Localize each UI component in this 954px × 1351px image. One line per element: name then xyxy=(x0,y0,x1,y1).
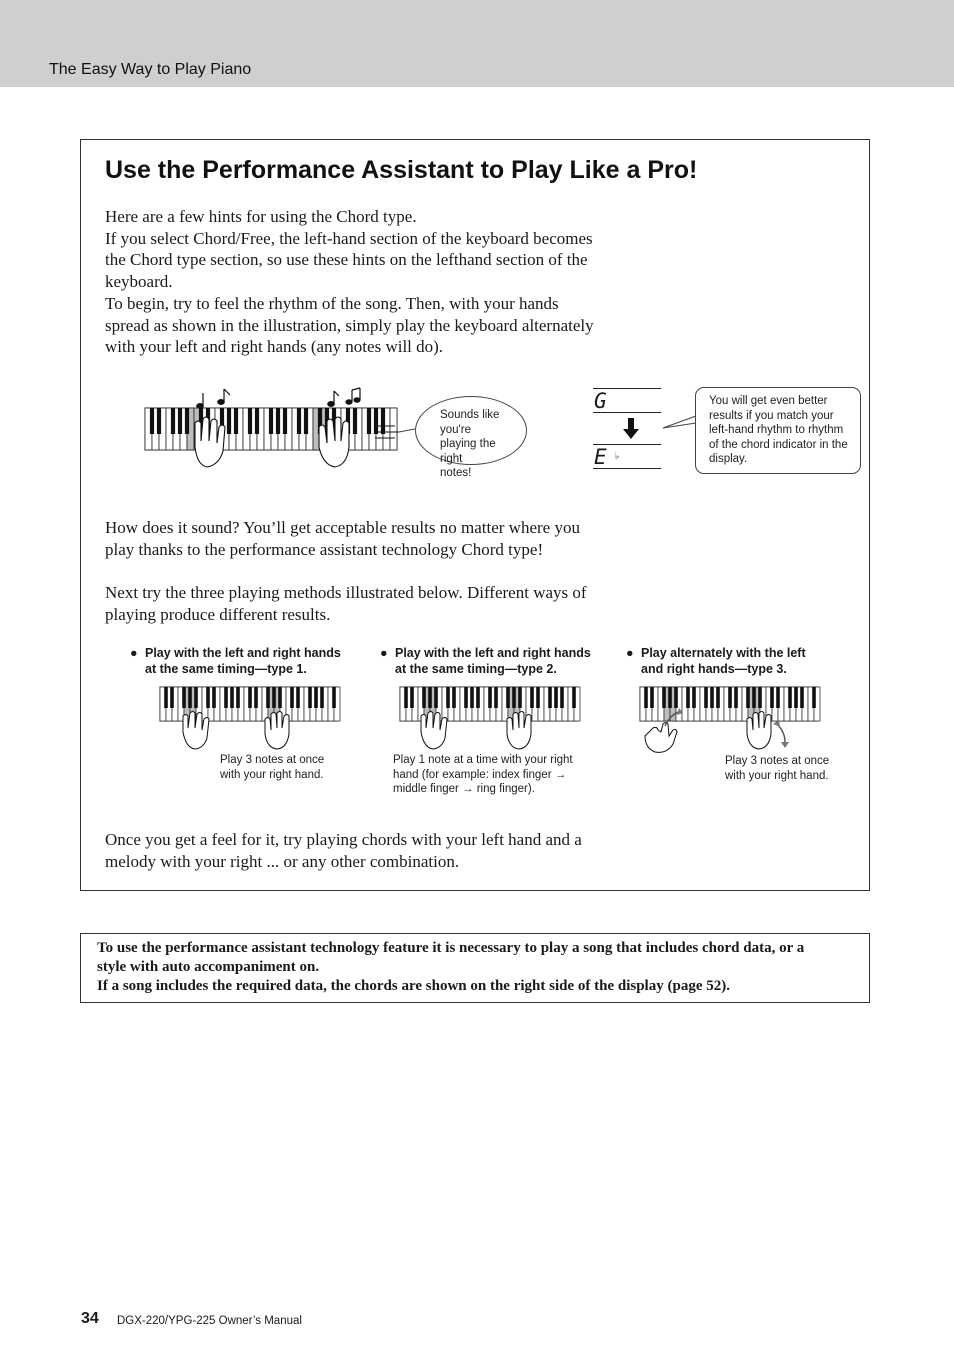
heading-line: Play with the left and right hands xyxy=(395,646,591,660)
black-key xyxy=(788,687,792,708)
black-key xyxy=(548,687,552,708)
note-box xyxy=(80,933,870,1003)
heading-line: Play alternately with the left xyxy=(641,646,806,660)
black-key xyxy=(276,408,280,434)
black-key xyxy=(272,687,276,708)
black-key xyxy=(446,687,450,708)
keyboard-illustration xyxy=(143,385,403,475)
intro-line: To begin, try to feel the rhythm of the song. Then, with your hands xyxy=(105,293,559,313)
black-key xyxy=(374,408,378,434)
page-title: Use the Performance Assistant to Play Like a Pro! xyxy=(105,156,698,184)
chord-display-top xyxy=(593,388,661,413)
method-caption-type3 xyxy=(725,754,829,783)
black-key xyxy=(188,687,192,708)
heading-line: Play with the left and right hands xyxy=(145,646,341,660)
black-key xyxy=(254,687,258,708)
black-key xyxy=(812,687,816,708)
black-key xyxy=(506,687,510,708)
black-key xyxy=(269,408,273,434)
black-key xyxy=(283,408,287,434)
method-caption-type1 xyxy=(220,753,324,782)
black-key xyxy=(206,687,210,708)
how-paragraph xyxy=(105,517,645,560)
method-heading-type3 xyxy=(626,645,806,677)
black-key xyxy=(381,408,385,434)
black-key xyxy=(255,408,259,434)
black-key xyxy=(227,408,231,434)
bubble-line: display. xyxy=(709,453,748,465)
black-key xyxy=(212,687,216,708)
black-key xyxy=(536,687,540,708)
black-key xyxy=(410,687,414,708)
section-title: The Easy Way to Play Piano xyxy=(49,61,252,78)
black-key xyxy=(662,687,666,708)
black-key xyxy=(367,408,371,434)
closing-line: Once you get a feel for it, try playing chords with your left hand and a xyxy=(105,830,582,849)
note-line: To use the performance assistant technology feature it is necessary to play a song that includes chord data, or a xyxy=(97,940,805,956)
black-key xyxy=(297,408,301,434)
bounce-arrow-right-icon xyxy=(773,720,789,748)
black-key xyxy=(171,408,175,434)
heading-line: and right hands—type 3. xyxy=(641,662,787,676)
black-key xyxy=(164,687,168,708)
black-key xyxy=(704,687,708,708)
black-key xyxy=(794,687,798,708)
black-key xyxy=(674,687,678,708)
next-line: playing produce different results. xyxy=(105,604,331,624)
note-line: style with auto accompaniment on. xyxy=(97,959,320,975)
keyboard-type3 xyxy=(639,686,821,758)
intro-line: spread as shown in the illustration, simply play the keyboard alternately xyxy=(105,315,594,335)
black-key xyxy=(234,408,238,434)
bubble-line: results if you match your xyxy=(709,409,834,422)
caption-line: Play 3 notes at once xyxy=(220,754,325,766)
black-key xyxy=(554,687,558,708)
keyboard-type1 xyxy=(159,686,341,754)
method-heading-type2 xyxy=(380,645,591,677)
black-key xyxy=(332,687,336,708)
bubble-line: of the chord indicator in the xyxy=(709,438,848,451)
caption-line: with your right hand. xyxy=(725,769,829,782)
black-key xyxy=(434,687,438,708)
black-key xyxy=(746,687,750,708)
closing-paragraph xyxy=(105,829,645,872)
black-key xyxy=(650,687,654,708)
bubble-line: You will get even better xyxy=(709,395,828,407)
black-key xyxy=(248,687,252,708)
black-key xyxy=(428,687,432,708)
black-key xyxy=(185,408,189,434)
chord-display-bottom xyxy=(593,444,661,469)
black-key xyxy=(230,687,234,708)
bubble-line: left-hand rhythm to rhythm xyxy=(709,424,844,436)
page-number: 34 xyxy=(81,1310,99,1327)
black-key xyxy=(800,687,804,708)
intro-line: Here are a few hints for using the Chord type. xyxy=(105,207,417,226)
black-key xyxy=(470,687,474,708)
black-key xyxy=(494,687,498,708)
black-key xyxy=(224,687,228,708)
black-key xyxy=(560,687,564,708)
caption-line: hand (for example: index finger → xyxy=(393,768,567,781)
bullet-icon: ● xyxy=(626,646,634,660)
black-key xyxy=(194,687,198,708)
black-key xyxy=(182,687,186,708)
black-key xyxy=(512,687,516,708)
performance-assistant-box xyxy=(80,139,870,891)
black-key xyxy=(644,687,648,708)
caption-line: with your right hand. xyxy=(220,768,324,781)
black-key xyxy=(734,687,738,708)
black-key xyxy=(304,408,308,434)
black-key xyxy=(572,687,576,708)
black-key xyxy=(728,687,732,708)
black-key xyxy=(518,687,522,708)
speech-bubble-sounds xyxy=(415,396,527,479)
bubble-line: playing the right xyxy=(440,438,496,465)
keyboard-type2 xyxy=(399,686,581,754)
intro-line: the Chord type section, so use these hints on the lefthand section of the xyxy=(105,250,588,270)
black-key xyxy=(710,687,714,708)
black-key xyxy=(530,687,534,708)
black-key xyxy=(320,687,324,708)
black-key xyxy=(770,687,774,708)
black-key xyxy=(248,408,252,434)
black-key xyxy=(296,687,300,708)
manual-title: DGX-220/YPG-225 Owner’s Manual xyxy=(117,1315,302,1327)
black-key xyxy=(452,687,456,708)
heading-line: at the same timing—type 1. xyxy=(145,662,307,676)
black-key xyxy=(758,687,762,708)
black-key xyxy=(308,687,312,708)
black-key xyxy=(776,687,780,708)
next-line: Next try the three playing methods illustrated below. Different ways of xyxy=(105,583,587,602)
closing-line: melody with your right ... or any other combination. xyxy=(105,851,460,871)
black-key xyxy=(150,408,154,434)
intro-paragraph xyxy=(105,206,645,358)
chord-g: G xyxy=(594,389,607,413)
black-key xyxy=(422,687,426,708)
heading-line: at the same timing—type 2. xyxy=(395,662,557,676)
black-key xyxy=(476,687,480,708)
black-key xyxy=(668,687,672,708)
intro-line: keyboard. xyxy=(105,272,173,292)
next-paragraph xyxy=(105,582,645,625)
music-notes-icon xyxy=(197,388,360,408)
arrow-down-icon xyxy=(623,418,639,440)
black-key xyxy=(178,408,182,434)
black-key xyxy=(404,687,408,708)
intro-line: If you select Chord/Free, the left-hand section of the keyboard becomes xyxy=(105,228,593,248)
left-hand-icon xyxy=(645,723,677,753)
how-line: How does it sound? You’ll get acceptable results no matter where you xyxy=(105,518,580,537)
black-key xyxy=(353,408,357,434)
bubble-line: notes! xyxy=(440,467,472,479)
method-caption-type2 xyxy=(393,753,573,797)
note-line: If a song includes the required data, the chords are shown on the right side of the display (page 52). xyxy=(97,978,730,994)
white-key xyxy=(390,408,397,450)
caption-line: Play 1 note at a time with your right xyxy=(393,754,573,766)
black-key xyxy=(692,687,696,708)
caption-line: Play 3 notes at once xyxy=(725,755,830,767)
black-key xyxy=(752,687,756,708)
caption-line: middle finger → ring finger). xyxy=(393,783,535,795)
bullet-icon: ● xyxy=(380,646,388,660)
black-key xyxy=(278,687,282,708)
how-line: play thanks to the performance assistant technology Chord type! xyxy=(105,539,544,559)
black-key xyxy=(157,408,161,434)
method-heading-type1 xyxy=(130,645,341,677)
black-key xyxy=(314,687,318,708)
bubble-line: Sounds like you're xyxy=(440,409,500,436)
black-key xyxy=(290,687,294,708)
black-key xyxy=(236,687,240,708)
black-key xyxy=(488,687,492,708)
black-key xyxy=(686,687,690,708)
black-key xyxy=(266,687,270,708)
black-key xyxy=(716,687,720,708)
intro-line: with your left and right hands (any notes will do). xyxy=(105,337,444,357)
flat-sign: ♭ xyxy=(615,452,620,462)
black-key xyxy=(464,687,468,708)
chord-e: E xyxy=(594,445,607,469)
speech-bubble-better xyxy=(695,387,861,474)
black-key xyxy=(170,687,174,708)
bullet-icon: ● xyxy=(130,646,138,660)
